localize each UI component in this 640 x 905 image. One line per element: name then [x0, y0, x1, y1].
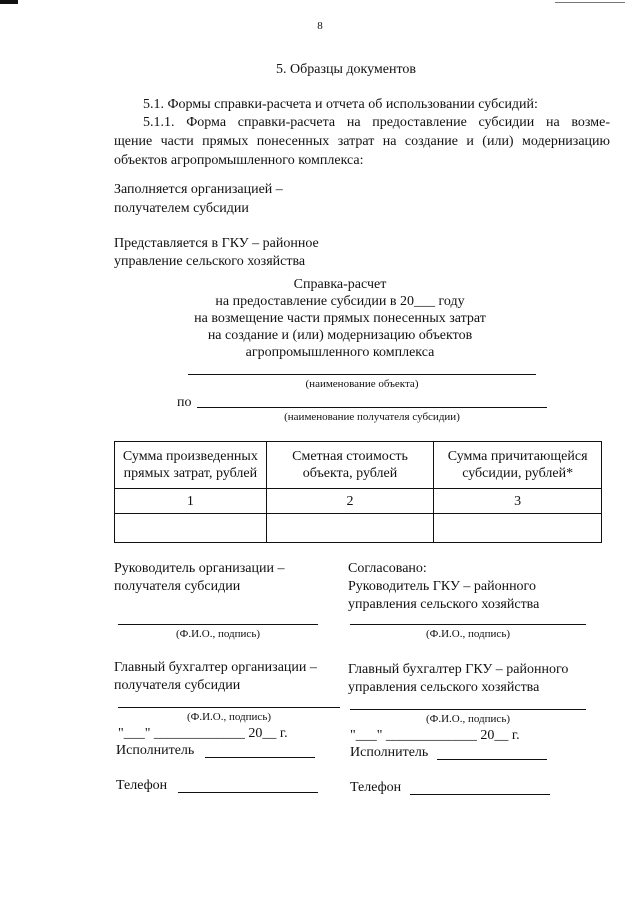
- form-title-line-4: на создание и (или) модернизацию объектов: [207, 328, 473, 343]
- right-head-line-2: управления сельского хозяйства: [348, 597, 540, 612]
- right-accountant-caption: (Ф.И.О., подпись): [426, 713, 510, 725]
- left-head-line-1: Руководитель организации –: [114, 561, 285, 576]
- right-date-line: "___" _____________ 20__ г.: [350, 728, 520, 743]
- left-phone-field[interactable]: [178, 792, 318, 793]
- left-accountant-caption: (Ф.И.О., подпись): [187, 711, 271, 723]
- left-date-line: "___" _____________ 20__ г.: [118, 726, 288, 741]
- column-number: 3: [434, 489, 602, 514]
- column-header: Сметная стоимость объекта, рублей: [266, 442, 434, 489]
- subsidy-table: [114, 441, 602, 543]
- form-title-line-5: агропромышленного комплекса: [245, 345, 435, 360]
- intro-line-3: объектов агропромышленного комплекса:: [114, 153, 364, 168]
- scan-corner-mark: [0, 0, 18, 4]
- right-accountant-signature-field[interactable]: [350, 709, 586, 710]
- table-header-row: [115, 442, 602, 489]
- right-head-line-1: Руководитель ГКУ – районного: [348, 579, 536, 594]
- intro-line-1: 5.1.1. Форма справки-расчета на предоставление субсидии на возме-: [143, 115, 610, 130]
- section-title: 5. Образцы документов: [276, 62, 417, 77]
- right-agreed-label: Согласовано:: [348, 561, 427, 576]
- left-executor-label: Исполнитель: [116, 743, 195, 758]
- filled-by-line-1: Заполняется организацией –: [114, 182, 283, 197]
- recipient-caption: (наименование получателя субсидии): [284, 411, 460, 423]
- object-name-field[interactable]: [188, 374, 536, 375]
- left-head-line-2: получателя субсидии: [114, 579, 241, 594]
- form-title-line-3: на возмещение части прямых понесенных затрат: [194, 311, 486, 326]
- intro-line-2: щение части прямых понесенных затрат на создание и (или) модернизацию: [114, 134, 610, 149]
- left-accountant-signature-field[interactable]: [118, 707, 340, 708]
- left-phone-label: Телефон: [116, 778, 168, 793]
- column-header: Сумма произведенных прямых затрат, рублей: [115, 442, 267, 489]
- table-cell[interactable]: [115, 514, 267, 543]
- object-name-caption: (наименование объекта): [305, 378, 419, 390]
- right-executor-label: Исполнитель: [350, 745, 429, 760]
- table-cell[interactable]: [266, 514, 434, 543]
- column-header: Сумма причитающейся субсидии, рублей*: [434, 442, 602, 489]
- scan-top-rule: [555, 2, 625, 3]
- column-number-row: [115, 489, 602, 514]
- submitted-to-line-2: управление сельского хозяйства: [114, 254, 306, 269]
- table-row: [115, 514, 602, 543]
- filled-by-line-2: получателем субсидии: [114, 201, 249, 216]
- column-number: 1: [115, 489, 267, 514]
- left-accountant-line-1: Главный бухгалтер организации –: [114, 660, 317, 675]
- right-head-caption: (Ф.И.О., подпись): [426, 628, 510, 640]
- form-title: Справка-расчет: [293, 277, 387, 292]
- recipient-name-field[interactable]: [197, 407, 547, 408]
- right-executor-field[interactable]: [437, 759, 547, 760]
- subsection-title: 5.1. Формы справки-расчета и отчета об использовании субсидий:: [143, 97, 538, 112]
- right-accountant-line-2: управления сельского хозяйства: [348, 680, 540, 695]
- right-head-signature-field[interactable]: [350, 624, 586, 625]
- table-cell[interactable]: [434, 514, 602, 543]
- right-phone-label: Телефон: [350, 780, 402, 795]
- left-head-caption: (Ф.И.О., подпись): [176, 628, 260, 640]
- left-head-signature-field[interactable]: [118, 624, 318, 625]
- left-executor-field[interactable]: [205, 757, 315, 758]
- by-label: по: [177, 395, 192, 410]
- page-number: 8: [317, 20, 323, 32]
- right-accountant-line-1: Главный бухгалтер ГКУ – районного: [348, 662, 569, 677]
- right-phone-field[interactable]: [410, 794, 550, 795]
- column-number: 2: [266, 489, 434, 514]
- submitted-to-line-1: Представляется в ГКУ – районное: [114, 236, 319, 251]
- form-title-line-2: на предоставление субсидии в 20___ году: [215, 294, 465, 309]
- left-accountant-line-2: получателя субсидии: [114, 678, 241, 693]
